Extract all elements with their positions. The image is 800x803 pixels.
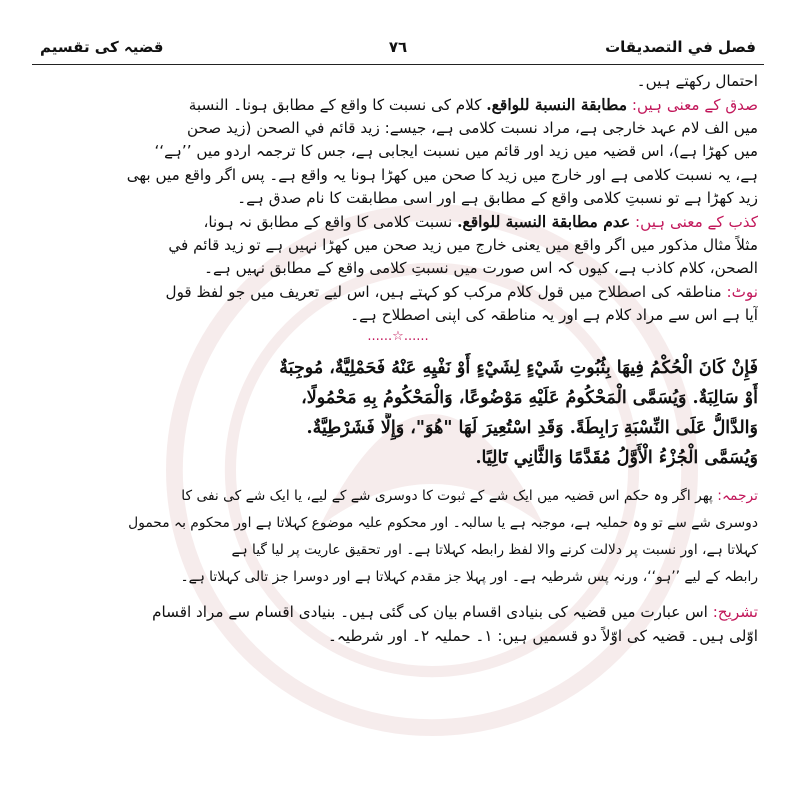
star-separator: ......☆...... bbox=[367, 329, 429, 345]
page bbox=[32, 30, 764, 800]
explanation-block bbox=[38, 601, 758, 648]
text-line: زید کھڑا ہے تو نسبتِ کلامی واقع کے مطابق ہے اور اسی مطابقت کا نام صدق ہے۔ bbox=[237, 188, 758, 207]
text-span: کلام کی نسبت کا واقع کے مطابق ہونا۔ النسبة bbox=[188, 96, 482, 115]
explanation-label: تشریح: bbox=[712, 603, 758, 622]
chapter-title: فصل في التصديقات bbox=[605, 38, 756, 56]
text-line: مثلاً مثال مذکور میں اگر واقع میں یعنی خارج میں زید صحن میں کھڑا نہیں ہے تو زید قائم في bbox=[168, 235, 758, 254]
arabic-line: فَإِنْ كَانَ الْحُكْمُ فِيهَا بِثُبُوتِ شَيْءٍ لِشَيْءٍ أَوْ نَفْيِهِ عَنْهُ فَحَمْلِيَّةٌ، مُوجِبَةٌ bbox=[279, 358, 758, 379]
page-header bbox=[32, 38, 764, 62]
sidq-label: صدق کے معنی ہیں: bbox=[631, 96, 758, 115]
text-span: مناطقہ کی اصطلاح میں قول کلام مرکب کو کہتے ہیں، اس لیے تعریف میں جو لفظ قول bbox=[165, 282, 722, 301]
text-span: اس عبارت میں قضیہ کی بنیادی اقسام بیان کی گئی ہیں۔ بنیادی اقسام سے مراد اقسام bbox=[152, 603, 708, 622]
text-line: رابطہ کے لیے ’’ہو‘‘، ورنہ پس شرطیہ ہے۔ اور پہلا جز مقدم کہلاتا ہے اور دوسرا جز تالی کہلاتا ہے۔ bbox=[180, 569, 758, 586]
page-body bbox=[38, 70, 758, 648]
text-line: احتمال رکھتے ہیں۔ bbox=[636, 72, 758, 90]
text-line: دوسری شے سے تو وہ حملیہ ہے، موجبہ ہے یا سالبہ۔ اور محکوم علیہ موضوع کہلاتا ہے اور محکوم بہ محمول bbox=[128, 515, 758, 532]
arabic-matn bbox=[38, 353, 758, 473]
text-line: ہے، یہ نسبت کلامی ہے اور خارج میں زید کا صحن میں کھڑا ہونا یہ واقع ہے۔ پس اگر واقع میں بھی bbox=[126, 165, 758, 184]
arabic-line: وَالدَّالُّ عَلَى النِّسْبَةِ رَابِطَةً. وَقَدِ اسْتُعِيرَ لَهَا "هُوَ"، وَإِلَّا فَشَرْطِيَّةٌ. bbox=[306, 418, 758, 439]
header-divider bbox=[32, 64, 764, 65]
translation-label: ترجمہ: bbox=[717, 488, 758, 505]
text-span: پھر اگر وہ حکم اس قضیہ میں ایک شے کے ثبوت کا دوسری شے کے لیے، یا ایک شے کی نفی کا bbox=[181, 488, 713, 505]
text-line: اوّلی ہیں۔ قضیہ کی اوّلاً دو قسمیں ہیں: ۱۔ حملیہ ۲۔ اور شرطیہ۔ bbox=[327, 626, 758, 645]
text-line bbox=[38, 483, 758, 510]
text-line: آیا ہے اس سے مراد کلام ہے اور یہ مناطقہ کی اپنی اصطلاح ہے۔ bbox=[350, 305, 758, 324]
arabic-inline: مطابقة النسبة للواقع. bbox=[486, 95, 628, 115]
arabic-line: وَيُسَمَّى الْجُزْءُ الْأَوَّلُ مُقَدَّمًا وَالثَّانِي تَالِيًا. bbox=[475, 448, 758, 469]
text-line: کہلاتا ہے، اور نسبت پر دلالت کرنے والا لفظ رابطہ کہلاتا ہے۔ اور تحقیق عاریت پر لیا گیا ہے bbox=[231, 542, 758, 559]
text-line: میں کھڑا ہے)، اس قضیہ میں زید اور قائم میں نسبت ایجابی ہے، جس کا ترجمہ اردو میں ’’ہے‘‘ bbox=[154, 142, 758, 161]
text-line: میں الف لام عہد خارجی ہے، مراد نسبت کلامی ہے، جیسے: زید قائم في الصحن (زید صحن bbox=[186, 118, 758, 137]
translation-block bbox=[38, 483, 758, 591]
note-label: نوٹ: bbox=[726, 282, 758, 301]
arabic-inline: عدم مطابقة النسبة للواقع. bbox=[457, 212, 631, 232]
text-line: الصحن، کلام کاذب ہے، کیوں کہ اس صورت میں نسبتِ کلامی واقع کے مطابق نہیں ہے۔ bbox=[204, 259, 758, 278]
arabic-line: أَوْ سَالِبَةٌ. وَيُسَمَّى الْمَحْكُومُ عَلَيْهِ مَوْضُوعًا، وَالْمَحْكُومُ بِهِ مَحْمُولًا، bbox=[301, 388, 758, 409]
section-title: قضيہ کی تقسیم bbox=[40, 38, 164, 56]
text-line bbox=[38, 210, 758, 233]
text-line bbox=[38, 281, 758, 304]
kizb-label: کذب کے معنی ہیں: bbox=[635, 213, 758, 232]
page-number: ٧٦ bbox=[388, 38, 408, 56]
text-span: نسبت کلامی کا واقع کے مطابق نہ ہونا، bbox=[203, 213, 453, 232]
text-line bbox=[38, 93, 758, 116]
text-line bbox=[38, 601, 758, 624]
